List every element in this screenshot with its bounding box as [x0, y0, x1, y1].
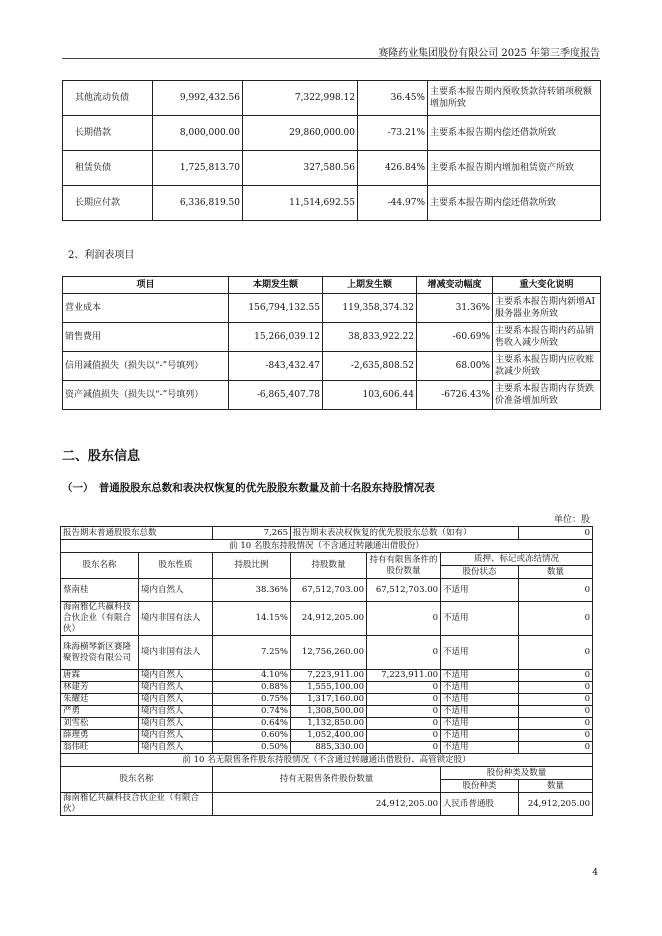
total-holders-value: 7,265 [213, 527, 291, 540]
pledge-status: 不适用 [441, 636, 519, 670]
current-value: 1,725,813.70 [153, 151, 243, 186]
col-header: 重大变化说明 [493, 277, 601, 294]
previous-value: 7,322,998.12 [243, 81, 358, 116]
col-header: 股东性质 [139, 553, 213, 579]
holding-percent: 0.64% [213, 718, 291, 730]
col-header: 项目 [63, 277, 229, 294]
table-row [61, 694, 593, 706]
table-row [61, 682, 593, 694]
col-header: 增减变动幅度 [417, 277, 493, 294]
previous-value: -2,635,808.52 [323, 352, 417, 381]
table-row [61, 718, 593, 730]
table-row [61, 730, 593, 742]
table-row [61, 706, 593, 718]
holding-quantity: 1,308,500.00 [291, 706, 367, 718]
pledge-quantity: 0 [519, 730, 593, 742]
change-reason: 主要系本报告期内新增AI服务器业务所致 [493, 294, 601, 323]
previous-value: 29,860,000.00 [243, 116, 358, 151]
table-row [63, 151, 601, 186]
pledge-quantity: 0 [519, 636, 593, 670]
pledge-quantity: 0 [519, 682, 593, 694]
row-label: 长期应付款 [63, 186, 153, 221]
restricted-shares: 0 [367, 706, 441, 718]
report-header: 赛隆药业集团股份有限公司 2025 年第三季度报告 [378, 48, 600, 59]
col-header: 数量 [519, 780, 593, 793]
holder-name: 严勇 [61, 706, 139, 718]
pledge-status: 不适用 [441, 742, 519, 754]
holder-type: 境内非国有法人 [139, 602, 213, 636]
pledge-status: 不适用 [441, 670, 519, 682]
row-label: 长期借款 [63, 116, 153, 151]
col-header: 本期发生额 [229, 277, 323, 294]
col-header: 股东名称 [61, 553, 139, 579]
col-header: 上期发生额 [323, 277, 417, 294]
previous-value: 119,358,374.32 [323, 294, 417, 323]
row-label: 其他流动负债 [63, 81, 153, 116]
holder-type: 境内自然人 [139, 682, 213, 694]
holding-percent: 14.15% [213, 602, 291, 636]
table-row [61, 636, 593, 670]
change-reason: 主要系本报告期内存货跌价准备增加所致 [493, 381, 601, 410]
holding-percent: 0.60% [213, 730, 291, 742]
current-value: -6,865,407.78 [229, 381, 323, 410]
table-row [63, 186, 601, 221]
col-header: 质押、标记或冻结情况 [441, 553, 593, 566]
current-value: 156,794,132.55 [229, 294, 323, 323]
unrestricted-quantity: 24,912,205.00 [213, 793, 441, 816]
change-percent: 36.45% [358, 81, 428, 116]
header-divider [62, 58, 600, 59]
holder-name: 翁伟旺 [61, 742, 139, 754]
holding-percent: 0.75% [213, 694, 291, 706]
section-title: 二、股东信息 [62, 449, 141, 464]
holder-type: 境内自然人 [139, 742, 213, 754]
subsection-title: （一） 普通股股东总数和表决权恢复的优先股股东数量及前十名股东持股情况表 [62, 482, 435, 494]
change-percent: -44.97% [358, 186, 428, 221]
table-row [63, 81, 601, 116]
pledge-status: 不适用 [441, 579, 519, 602]
holding-percent: 4.10% [213, 670, 291, 682]
change-reason: 主要系本报告期内药品销售收入减少所致 [493, 323, 601, 352]
change-percent: -6726.43% [417, 381, 493, 410]
change-reason: 主要系本报告期内偿还借款所致 [428, 186, 601, 221]
page-number: 4 [592, 868, 598, 878]
holder-type: 境内自然人 [139, 694, 213, 706]
table-row [61, 602, 593, 636]
share-kind-quantity: 24,912,205.00 [519, 793, 593, 816]
current-value: -843,432.47 [229, 352, 323, 381]
table-row [61, 742, 593, 754]
previous-value: 327,580.56 [243, 151, 358, 186]
holding-quantity: 1,317,160.00 [291, 694, 367, 706]
shareholder-table [60, 526, 593, 816]
holding-percent: 0.74% [213, 706, 291, 718]
restricted-shares: 67,512,703.00 [367, 579, 441, 602]
current-value: 6,336,819.50 [153, 186, 243, 221]
holding-quantity: 24,912,205.00 [291, 602, 367, 636]
row-label: 营业成本 [63, 294, 229, 323]
table-row [63, 381, 601, 410]
change-reason: 主要系本报告期内预收货款待转销项税额增加所致 [428, 81, 601, 116]
table-row [63, 352, 601, 381]
current-value: 15,266,039.12 [229, 323, 323, 352]
holder-type: 境内自然人 [139, 670, 213, 682]
holding-quantity: 1,052,400.00 [291, 730, 367, 742]
change-percent: 426.84% [358, 151, 428, 186]
holder-name: 海南雅亿共赢科技合伙企业（有限合伙） [61, 602, 139, 636]
current-value: 9,992,432.56 [153, 81, 243, 116]
row-label: 信用减值损失（损失以“-”号填列） [63, 352, 229, 381]
table-row [63, 116, 601, 151]
col-header: 股东名称 [61, 767, 213, 793]
col-header: 持有无限售条件股份数量 [213, 767, 441, 793]
col-header: 持股比例 [213, 553, 291, 579]
change-reason: 主要系本报告期内应收账款减少所致 [493, 352, 601, 381]
pledge-quantity: 0 [519, 718, 593, 730]
pledge-quantity: 0 [519, 602, 593, 636]
restricted-shares: 0 [367, 742, 441, 754]
unit-label: 单位：股 [553, 515, 590, 525]
holding-quantity: 1,555,100.00 [291, 682, 367, 694]
pledge-quantity: 0 [519, 706, 593, 718]
change-reason: 主要系本报告期内增加租赁资产所致 [428, 151, 601, 186]
change-percent: -60.69% [417, 323, 493, 352]
pledge-quantity: 0 [519, 742, 593, 754]
holding-percent: 0.50% [213, 742, 291, 754]
previous-value: 11,514,692.55 [243, 186, 358, 221]
pledge-status: 不适用 [441, 682, 519, 694]
profit-section-title: 2、利润表项目 [68, 250, 135, 261]
holder-type: 境内自然人 [139, 579, 213, 602]
previous-value: 38,833,922.22 [323, 323, 417, 352]
pledge-status: 不适用 [441, 730, 519, 742]
holding-percent: 38.36% [213, 579, 291, 602]
restricted-shares: 0 [367, 718, 441, 730]
restricted-shares: 0 [367, 730, 441, 742]
holder-name: 刘雪松 [61, 718, 139, 730]
pledge-quantity: 0 [519, 670, 593, 682]
current-value: 8,000,000.00 [153, 116, 243, 151]
col-header: 股份状态 [441, 566, 519, 579]
table-row [61, 579, 593, 602]
holder-type: 境内自然人 [139, 706, 213, 718]
restricted-shares: 0 [367, 636, 441, 670]
change-percent: 68.00% [417, 352, 493, 381]
holder-name: 海南雅亿共赢科技合伙企业（有限合伙） [61, 793, 213, 816]
row-label: 销售费用 [63, 323, 229, 352]
holder-name: 珠海横琴新区赛隆聚智投资有限公司 [61, 636, 139, 670]
restricted-shares: 0 [367, 682, 441, 694]
holding-quantity: 885,330.00 [291, 742, 367, 754]
holder-type: 境内非国有法人 [139, 636, 213, 670]
pledge-quantity: 0 [519, 579, 593, 602]
holder-type: 境内自然人 [139, 718, 213, 730]
change-reason: 主要系本报告期内偿还借款所致 [428, 116, 601, 151]
previous-value: 103,606.44 [323, 381, 417, 410]
share-kind: 人民币普通股 [441, 793, 519, 816]
pledge-quantity: 0 [519, 694, 593, 706]
change-percent: -73.21% [358, 116, 428, 151]
table-row [61, 793, 593, 816]
liabilities-table [62, 80, 601, 221]
total-holders-label: 报告期末普通股股东总数 [61, 527, 213, 540]
holding-quantity: 12,756,260.00 [291, 636, 367, 670]
table-row [63, 294, 601, 323]
table-row [63, 323, 601, 352]
col-header: 持股数量 [291, 553, 367, 579]
restricted-shares: 0 [367, 602, 441, 636]
col-header: 股份种类 [441, 780, 519, 793]
col-header: 股份种类及数量 [441, 767, 593, 780]
restricted-shares: 7,223,911.00 [367, 670, 441, 682]
holding-percent: 7.25% [213, 636, 291, 670]
profit-table [62, 276, 601, 410]
row-label: 资产减值损失（损失以“-”号填列） [63, 381, 229, 410]
holder-name: 薛理勇 [61, 730, 139, 742]
pledge-status: 不适用 [441, 718, 519, 730]
holding-percent: 0.88% [213, 682, 291, 694]
holder-name: 蔡南桂 [61, 579, 139, 602]
pledge-status: 不适用 [441, 694, 519, 706]
pref-holders-label: 报告期末表决权恢复的优先股股东总数（如有） [291, 527, 519, 540]
row-label: 租赁负债 [63, 151, 153, 186]
restricted-shares: 0 [367, 694, 441, 706]
table-row [61, 670, 593, 682]
holding-quantity: 67,512,703.00 [291, 579, 367, 602]
top10-title: 前 10 名股东持股情况（不含通过转融通出借股份） [61, 540, 593, 553]
holding-quantity: 7,223,911.00 [291, 670, 367, 682]
holding-quantity: 1,132,850.00 [291, 718, 367, 730]
pledge-status: 不适用 [441, 706, 519, 718]
holder-name: 唐霖 [61, 670, 139, 682]
holder-type: 境内自然人 [139, 730, 213, 742]
holder-name: 林建芳 [61, 682, 139, 694]
pledge-status: 不适用 [441, 602, 519, 636]
col-header: 数量 [519, 566, 593, 579]
col-header: 持有有限售条件的股份数量 [367, 553, 441, 579]
change-percent: 31.36% [417, 294, 493, 323]
pref-holders-value: 0 [519, 527, 593, 540]
holder-name: 朱耀廷 [61, 694, 139, 706]
unrestricted-title: 前 10 名无限售条件股东持股情况（不含通过转融通出借股份、高管锁定股） [61, 754, 593, 767]
